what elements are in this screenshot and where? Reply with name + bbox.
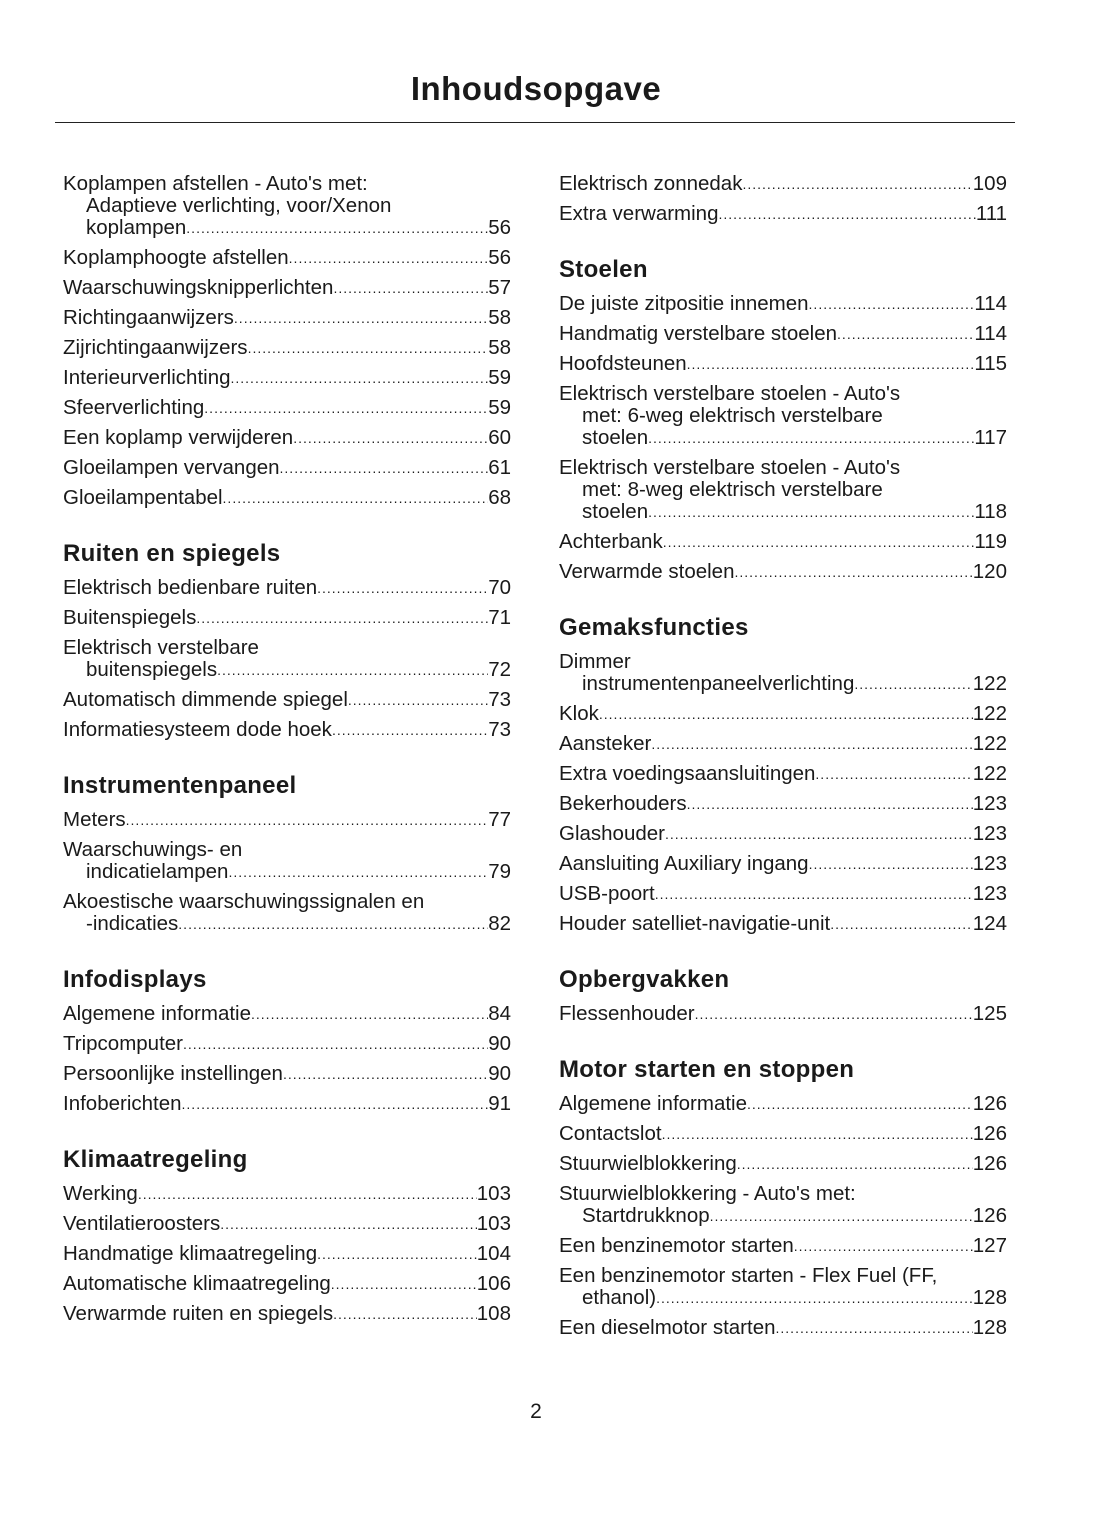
toc-entry[interactable] <box>63 367 511 397</box>
leader-dots <box>293 427 488 449</box>
toc-entry-text: Waarschuwingsknipperlichten <box>63 276 334 299</box>
section-heading: Gemaksfuncties <box>559 614 749 641</box>
toc-entry-text: Startdrukknop <box>582 1204 710 1227</box>
toc-entry-text: Glashouder <box>559 822 665 845</box>
toc-entry-text: Ventilatieroosters <box>63 1212 221 1235</box>
toc-entry-text: Dimmer <box>559 650 631 673</box>
toc-page-number: 58 <box>488 306 511 329</box>
toc-entry[interactable] <box>559 1123 1007 1153</box>
toc-entry-text: Achterbank <box>559 530 663 553</box>
leader-dots <box>719 203 976 225</box>
toc-page-number: 90 <box>488 1032 511 1055</box>
leader-dots <box>182 1093 489 1115</box>
toc-entry-last-line <box>63 719 511 741</box>
toc-entry-text: Handmatig verstelbare stoelen <box>559 322 838 345</box>
toc-entry[interactable] <box>63 891 511 943</box>
leader-dots <box>348 689 488 711</box>
toc-entry-last-line <box>559 173 1007 195</box>
toc-entry-text: stoelen <box>582 500 649 523</box>
toc-entry-last-line <box>559 323 1007 345</box>
leader-dots <box>687 793 973 815</box>
toc-entry[interactable] <box>63 427 511 457</box>
toc-entry-text: Contactslot <box>559 1122 662 1145</box>
toc-entry[interactable] <box>63 607 511 637</box>
leader-dots <box>662 1123 973 1145</box>
toc-entry-last-line <box>559 1235 1007 1257</box>
toc-page-number: 126 <box>972 1092 1007 1115</box>
toc-page-number: 109 <box>972 172 1007 195</box>
toc-entry[interactable] <box>559 1235 1007 1265</box>
toc-entry-text: instrumentenpaneelverlichting <box>582 672 855 695</box>
leader-dots <box>332 719 488 741</box>
toc-entry[interactable] <box>63 1243 511 1273</box>
toc-entry[interactable] <box>559 353 1007 383</box>
toc-entry-text: Gloeilampen vervangen <box>63 456 280 479</box>
toc-page-number: 125 <box>972 1002 1007 1025</box>
leader-dots <box>794 1235 973 1257</box>
toc-entry[interactable] <box>559 1153 1007 1183</box>
toc-entry[interactable] <box>559 853 1007 883</box>
toc-entry[interactable] <box>559 173 1007 203</box>
toc-entry-last-line <box>559 427 1007 449</box>
toc-entry-last-line <box>63 607 511 629</box>
leader-dots <box>333 1303 477 1325</box>
toc-entry-last-line <box>63 1243 511 1265</box>
toc-page-number: 115 <box>974 352 1007 375</box>
toc-entry-text: -indicaties <box>86 912 179 935</box>
section-heading: Opbergvakken <box>559 966 730 993</box>
leader-dots <box>220 1213 477 1235</box>
toc-entry-text: Stuurwielblokkering <box>559 1152 737 1175</box>
leader-dots <box>196 607 488 629</box>
toc-entry-last-line <box>559 1153 1007 1175</box>
toc-entry-last-line <box>559 733 1007 755</box>
toc-entry[interactable] <box>559 1183 1007 1235</box>
toc-page-number: 127 <box>972 1234 1007 1257</box>
toc-page-number: 59 <box>488 396 511 419</box>
toc-entry[interactable] <box>63 457 511 487</box>
toc-entry-last-line <box>559 1003 1007 1025</box>
toc-page-number: 61 <box>488 456 511 479</box>
title-divider <box>55 122 1015 123</box>
toc-entry-text: Koplampen afstellen - Auto's met: <box>63 172 368 195</box>
toc-entry-text: stoelen <box>582 426 649 449</box>
toc-entry-text: Algemene informatie <box>559 1092 748 1115</box>
leader-dots <box>648 427 974 449</box>
toc-entry-last-line <box>63 457 511 479</box>
toc-entry-text: Bekerhouders <box>559 792 687 815</box>
leader-dots <box>655 883 973 905</box>
toc-entry-text: Elektrisch verstelbare <box>63 636 259 659</box>
toc-entry[interactable] <box>63 689 511 719</box>
toc-entry[interactable] <box>559 883 1007 913</box>
section-heading: Klimaatregeling <box>63 1146 248 1173</box>
toc-entry-text: Aansteker <box>559 732 652 755</box>
leader-dots <box>251 1003 488 1025</box>
toc-page-number: 118 <box>974 500 1007 523</box>
toc-page-number: 68 <box>488 486 511 509</box>
toc-entry[interactable] <box>559 323 1007 353</box>
toc-entry-text: Gloeilampentabel <box>63 486 223 509</box>
toc-page-number: 108 <box>476 1302 511 1325</box>
toc-entry-text: Handmatige klimaatregeling <box>63 1242 318 1265</box>
leader-dots <box>830 913 973 935</box>
toc-entry-text: Extra voedingsaansluitingen <box>559 762 816 785</box>
toc-entry-last-line <box>559 1205 1007 1227</box>
toc-entry-text: Persoonlijke instellingen <box>63 1062 283 1085</box>
leader-dots <box>809 853 973 875</box>
toc-entry[interactable] <box>559 1317 1007 1347</box>
toc-entry-last-line <box>559 823 1007 845</box>
leader-dots <box>837 323 974 345</box>
toc-page-number: 73 <box>488 718 511 741</box>
leader-dots <box>656 1287 973 1309</box>
leader-dots <box>228 861 488 883</box>
toc-entry[interactable] <box>559 651 1007 703</box>
toc-entry[interactable] <box>63 247 511 277</box>
toc-entry-text: Zijrichtingaanwijzers <box>63 336 248 359</box>
toc-entry-last-line <box>559 703 1007 725</box>
toc-page-number: 60 <box>488 426 511 449</box>
toc-entry-text: Een benzinemotor starten <box>559 1234 794 1257</box>
toc-page-number: 126 <box>972 1152 1007 1175</box>
toc-entry-text: Adaptieve verlichting, voor/Xenon <box>86 194 392 217</box>
toc-entry-last-line <box>63 1063 511 1085</box>
toc-entry-text: Extra verwarming <box>559 202 719 225</box>
toc-entry-last-line <box>63 247 511 269</box>
leader-dots <box>599 703 973 725</box>
toc-page-number: 57 <box>488 276 511 299</box>
toc-entry[interactable] <box>559 561 1007 591</box>
leader-dots <box>289 247 489 269</box>
section-heading: Instrumentenpaneel <box>63 772 297 799</box>
toc-entry-text: buitenspiegels <box>86 658 218 681</box>
toc-entry-text: Aansluiting Auxiliary ingang <box>559 852 809 875</box>
toc-page-number: 56 <box>488 216 511 239</box>
toc-entry[interactable] <box>63 1093 511 1123</box>
toc-entry-last-line <box>63 659 511 681</box>
leader-dots <box>648 501 974 523</box>
toc-entry-text: Een benzinemotor starten - Flex Fuel (FF, <box>559 1264 938 1287</box>
toc-entry[interactable] <box>63 487 511 517</box>
toc-page-number: 91 <box>488 1092 511 1115</box>
toc-page-number: 124 <box>972 912 1007 935</box>
toc-entry-text: Verwarmde stoelen <box>559 560 735 583</box>
toc-entry-last-line <box>63 809 511 831</box>
toc-entry[interactable] <box>559 293 1007 323</box>
toc-entry-text: Elektrisch verstelbare stoelen - Auto's <box>559 456 901 479</box>
toc-entry-text: met: 6-weg elektrisch verstelbare <box>582 404 883 427</box>
leader-dots <box>126 809 489 831</box>
toc-entry-text: Werking <box>63 1182 138 1205</box>
toc-page-number: 90 <box>488 1062 511 1085</box>
toc-entry-last-line <box>63 367 511 389</box>
leader-dots <box>710 1205 973 1227</box>
toc-entry-last-line <box>559 1287 1007 1309</box>
toc-entry-last-line <box>63 307 511 329</box>
leader-dots <box>317 577 488 599</box>
leader-dots <box>248 337 489 359</box>
toc-entry[interactable] <box>63 397 511 427</box>
toc-entry-last-line <box>559 531 1007 553</box>
toc-entry-last-line <box>559 501 1007 523</box>
page-title: Inhoudsopgave <box>410 70 662 107</box>
toc-entry-last-line <box>559 853 1007 875</box>
leader-dots <box>186 217 488 239</box>
toc-entry-last-line <box>559 793 1007 815</box>
toc-page-number: 103 <box>476 1212 511 1235</box>
leader-dots <box>331 1273 477 1295</box>
toc-page-number: 120 <box>972 560 1007 583</box>
toc-entry-text: Sfeerverlichting <box>63 396 205 419</box>
leader-dots <box>231 367 489 389</box>
toc-page-number: 77 <box>488 808 511 831</box>
toc-entry-last-line <box>63 217 511 239</box>
toc-entry-last-line <box>63 1273 511 1295</box>
toc-entry[interactable] <box>559 793 1007 823</box>
toc-entry-text: Koplamphoogte afstellen <box>63 246 289 269</box>
toc-entry-last-line <box>559 293 1007 315</box>
toc-entry-last-line <box>63 397 511 419</box>
toc-entry[interactable] <box>63 839 511 891</box>
toc-page-number: 123 <box>972 792 1007 815</box>
toc-entry-text: met: 8-weg elektrisch verstelbare <box>582 478 883 501</box>
toc-entry[interactable] <box>63 307 511 337</box>
toc-entry-last-line <box>63 1093 511 1115</box>
toc-page-number: 119 <box>974 530 1007 553</box>
toc-entry-text: Interieurverlichting <box>63 366 231 389</box>
toc-page-number: 114 <box>974 292 1007 315</box>
toc-entry-last-line <box>63 1303 511 1325</box>
toc-entry[interactable] <box>63 577 511 607</box>
toc-page-number: 106 <box>476 1272 511 1295</box>
toc-entry-last-line <box>63 1213 511 1235</box>
toc-entry-last-line <box>63 277 511 299</box>
toc-entry[interactable] <box>63 1213 511 1243</box>
section-heading: Motor starten en stoppen <box>559 1056 855 1083</box>
toc-page-number: 122 <box>972 762 1007 785</box>
toc-entry[interactable] <box>559 703 1007 733</box>
toc-page-number: 111 <box>975 202 1007 225</box>
leader-dots <box>317 1243 477 1265</box>
leader-dots <box>223 487 489 509</box>
leader-dots <box>687 353 975 375</box>
toc-entry-last-line <box>559 673 1007 695</box>
toc-page-number: 122 <box>972 672 1007 695</box>
leader-dots <box>651 733 972 755</box>
toc-page-number: 123 <box>972 882 1007 905</box>
toc-entry-text: Een dieselmotor starten <box>559 1316 776 1339</box>
toc-page-number: 104 <box>476 1242 511 1265</box>
toc-entry-text: Tripcomputer <box>63 1032 183 1055</box>
toc-entry-last-line <box>559 883 1007 905</box>
toc-entry-text: indicatielampen <box>86 860 229 883</box>
toc-entry-text: ethanol) <box>582 1286 657 1309</box>
toc-entry-text: Een koplamp verwijderen <box>63 426 294 449</box>
toc-entry[interactable] <box>559 1265 1007 1317</box>
toc-page-number: 123 <box>972 852 1007 875</box>
toc-page-number: 122 <box>972 732 1007 755</box>
toc-page-number: 71 <box>488 606 511 629</box>
toc-entry-text: USB-poort <box>559 882 655 905</box>
leader-dots <box>333 277 488 299</box>
toc-entry-text: De juiste zitpositie innemen <box>559 292 809 315</box>
toc-entry-text: Richtingaanwijzers <box>63 306 234 329</box>
toc-entry-text: Stuurwielblokkering - Auto's met: <box>559 1182 856 1205</box>
toc-entry-text: Elektrisch verstelbare stoelen - Auto's <box>559 382 901 405</box>
toc-entry-last-line <box>63 1003 511 1025</box>
toc-entry[interactable] <box>559 823 1007 853</box>
section-heading: Infodisplays <box>63 966 207 993</box>
leader-dots <box>776 1317 973 1339</box>
toc-entry-text: Waarschuwings- en <box>63 838 243 861</box>
toc-entry-last-line <box>63 861 511 883</box>
toc-page-number: 82 <box>488 912 511 935</box>
leader-dots <box>234 307 488 329</box>
toc-page-number: 70 <box>488 576 511 599</box>
toc-page-number: 123 <box>972 822 1007 845</box>
toc-entry[interactable] <box>63 1003 511 1033</box>
toc-entry-last-line <box>559 763 1007 785</box>
toc-entry-last-line <box>559 353 1007 375</box>
leader-dots <box>809 293 975 315</box>
toc-entry-text: Flessenhouder <box>559 1002 695 1025</box>
toc-entry-last-line <box>559 1093 1007 1115</box>
toc-entry[interactable] <box>63 1063 511 1093</box>
leader-dots <box>854 673 972 695</box>
leader-dots <box>737 1153 973 1175</box>
toc-page-number: 103 <box>476 1182 511 1205</box>
leader-dots <box>663 531 975 553</box>
toc-page-number: 126 <box>972 1122 1007 1145</box>
toc-entry-last-line <box>63 487 511 509</box>
leader-dots <box>665 823 973 845</box>
toc-page-number: 56 <box>488 246 511 269</box>
toc-entry-last-line <box>559 913 1007 935</box>
section-heading: Stoelen <box>559 256 648 283</box>
toc-entry[interactable] <box>559 1093 1007 1123</box>
toc-entry[interactable] <box>63 1183 511 1213</box>
toc-entry[interactable] <box>63 277 511 307</box>
leader-dots <box>138 1183 477 1205</box>
toc-entry-last-line <box>63 337 511 359</box>
toc-entry-last-line <box>63 913 511 935</box>
toc-page-number: 84 <box>488 1002 511 1025</box>
toc-entry-text: Akoestische waarschuwingssignalen en <box>63 890 425 913</box>
toc-page-number: 72 <box>488 658 511 681</box>
leader-dots <box>178 913 488 935</box>
toc-entry-text: Meters <box>63 808 126 831</box>
toc-entry-text: Hoofdsteunen <box>559 352 687 375</box>
toc-column-right <box>559 173 1007 1347</box>
toc-entry-text: Automatische klimaatregeling <box>63 1272 331 1295</box>
toc-entry-last-line <box>559 561 1007 583</box>
leader-dots <box>695 1003 973 1025</box>
toc-entry-last-line <box>63 1033 511 1055</box>
toc-entry[interactable] <box>559 733 1007 763</box>
toc-page-number: 73 <box>488 688 511 711</box>
leader-dots <box>217 659 488 681</box>
toc-page-number: 128 <box>972 1316 1007 1339</box>
toc-page-number: 126 <box>972 1204 1007 1227</box>
toc-entry[interactable] <box>559 763 1007 793</box>
toc-entry[interactable] <box>63 809 511 839</box>
toc-entry-text: koplampen <box>86 216 187 239</box>
toc-entry-text: Elektrisch bedienbare ruiten <box>63 576 318 599</box>
toc-entry[interactable] <box>559 383 1007 457</box>
toc-entry[interactable] <box>63 637 511 689</box>
leader-dots <box>183 1033 488 1055</box>
toc-entry-text: Algemene informatie <box>63 1002 252 1025</box>
toc-entry-text: Informatiesysteem dode hoek <box>63 718 332 741</box>
toc-entry[interactable] <box>63 1303 511 1333</box>
toc-entry[interactable] <box>63 719 511 749</box>
toc-entry-text: Verwarmde ruiten en spiegels <box>63 1302 334 1325</box>
toc-page-number: 59 <box>488 366 511 389</box>
toc-entry[interactable] <box>559 1003 1007 1033</box>
toc-page-number: 122 <box>972 702 1007 725</box>
toc-entry[interactable] <box>559 203 1007 233</box>
page-number: 2 <box>530 1400 542 1423</box>
leader-dots <box>747 1093 973 1115</box>
toc-entry[interactable] <box>559 531 1007 561</box>
leader-dots <box>204 397 488 419</box>
leader-dots <box>280 457 489 479</box>
toc-entry-last-line <box>63 577 511 599</box>
toc-entry-last-line <box>559 1317 1007 1339</box>
toc-entry[interactable] <box>63 1033 511 1063</box>
leader-dots <box>742 173 972 195</box>
leader-dots <box>283 1063 488 1085</box>
toc-entry-last-line <box>63 689 511 711</box>
toc-entry-last-line <box>63 1183 511 1205</box>
toc-entry[interactable] <box>63 1273 511 1303</box>
toc-page-number: 117 <box>974 426 1007 449</box>
toc-entry-text: Klok <box>559 702 599 725</box>
toc-entry-text: Automatisch dimmende spiegel <box>63 688 348 711</box>
toc-entry-text: Elektrisch zonnedak <box>559 172 743 195</box>
toc-entry-text: Houder satelliet-navigatie-unit <box>559 912 831 935</box>
toc-entry-last-line <box>63 427 511 449</box>
toc-entry[interactable] <box>63 337 511 367</box>
leader-dots <box>734 561 972 583</box>
toc-page-number: 58 <box>488 336 511 359</box>
toc-entry[interactable] <box>559 913 1007 943</box>
section-heading: Ruiten en spiegels <box>63 540 281 567</box>
toc-entry[interactable] <box>63 173 511 247</box>
toc-page-number: 79 <box>488 860 511 883</box>
toc-entry-last-line <box>559 1123 1007 1145</box>
toc-column-left <box>63 173 511 1333</box>
toc-page-number: 128 <box>972 1286 1007 1309</box>
leader-dots <box>815 763 972 785</box>
toc-entry-last-line <box>559 203 1007 225</box>
toc-entry-text: Buitenspiegels <box>63 606 197 629</box>
toc-page-number: 114 <box>974 322 1007 345</box>
toc-entry[interactable] <box>559 457 1007 531</box>
toc-entry-text: Infoberichten <box>63 1092 182 1115</box>
